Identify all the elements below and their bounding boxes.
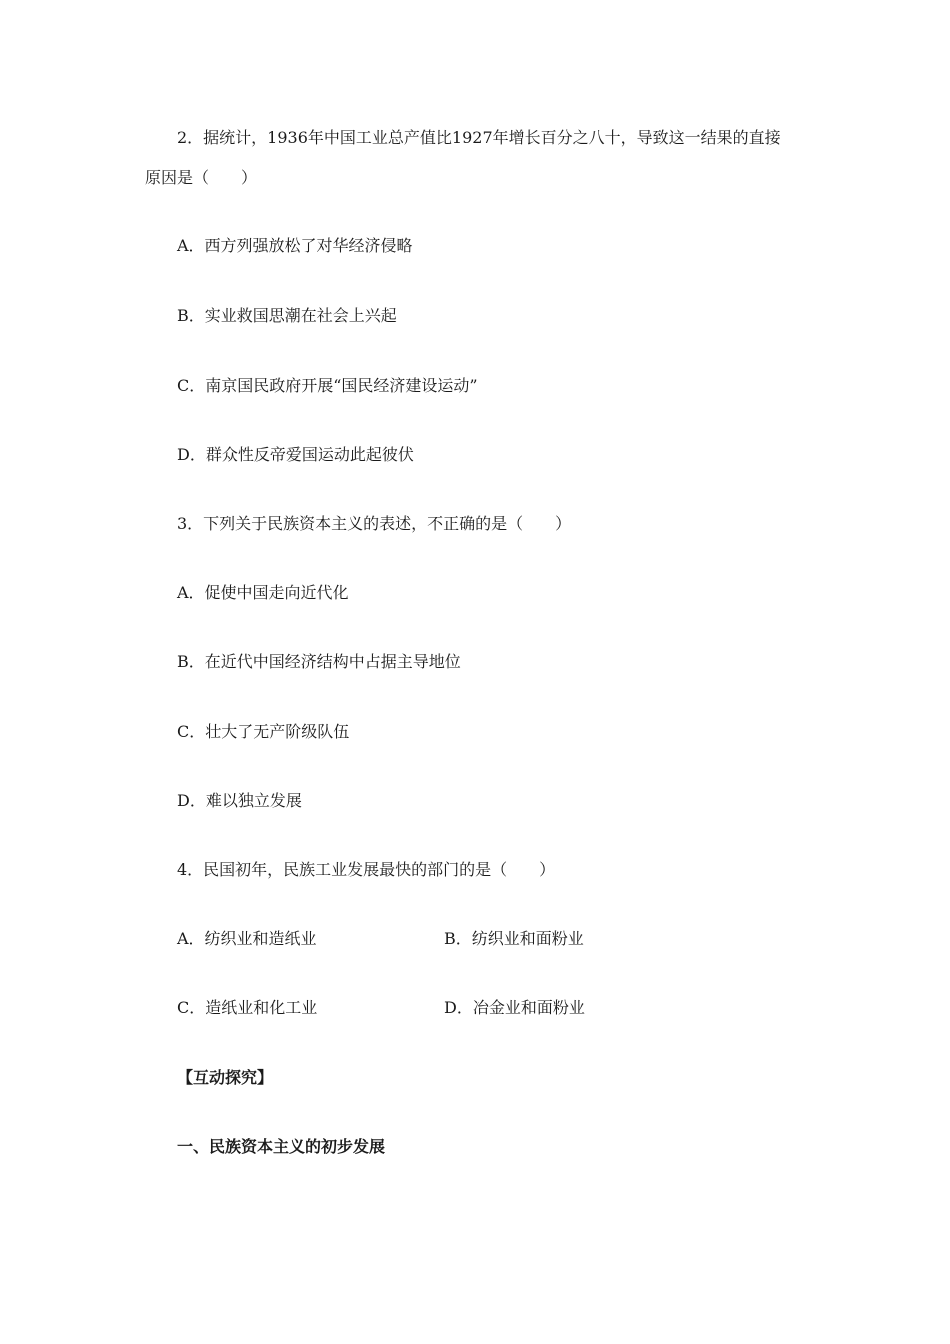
question-3-stem: 3．下列关于民族资本主义的表述，不正确的是（ ） <box>177 514 572 533</box>
question-3-option-a: A．促使中国走向近代化 <box>177 583 349 602</box>
question-3-option-c: C．壮大了无产阶级队伍 <box>177 722 350 741</box>
question-2-option-c: C．南京国民政府开展“国民经济建设运动” <box>177 376 478 395</box>
question-4-option-a: A．纺织业和造纸业 <box>177 929 317 948</box>
question-2-option-d: D．群众性反帝爱国运动此起彼伏 <box>177 445 414 464</box>
question-2-option-a: A．西方列强放松了对华经济侵略 <box>177 236 413 255</box>
question-2-stem-line-2: 原因是（ ） <box>145 168 258 187</box>
question-4-stem: 4．民国初年，民族工业发展最快的部门的是（ ） <box>177 860 556 879</box>
question-3-option-d: D．难以独立发展 <box>177 791 302 810</box>
question-4-option-b: B．纺织业和面粉业 <box>444 929 584 948</box>
question-4-option-d: D．冶金业和面粉业 <box>444 998 585 1017</box>
question-3-option-b: B．在近代中国经济结构中占据主导地位 <box>177 652 461 671</box>
question-4-option-c: C．造纸业和化工业 <box>177 998 318 1017</box>
question-2-option-b: B．实业救国思潮在社会上兴起 <box>177 306 397 325</box>
section-subheading: 一、民族资本主义的初步发展 <box>177 1137 386 1156</box>
section-heading: 【互动探究】 <box>177 1068 274 1087</box>
question-2-stem-line-1: 2．据统计，1936年中国工业总产值比1927年增长百分之八十，导致这一结果的直接 <box>177 128 781 147</box>
